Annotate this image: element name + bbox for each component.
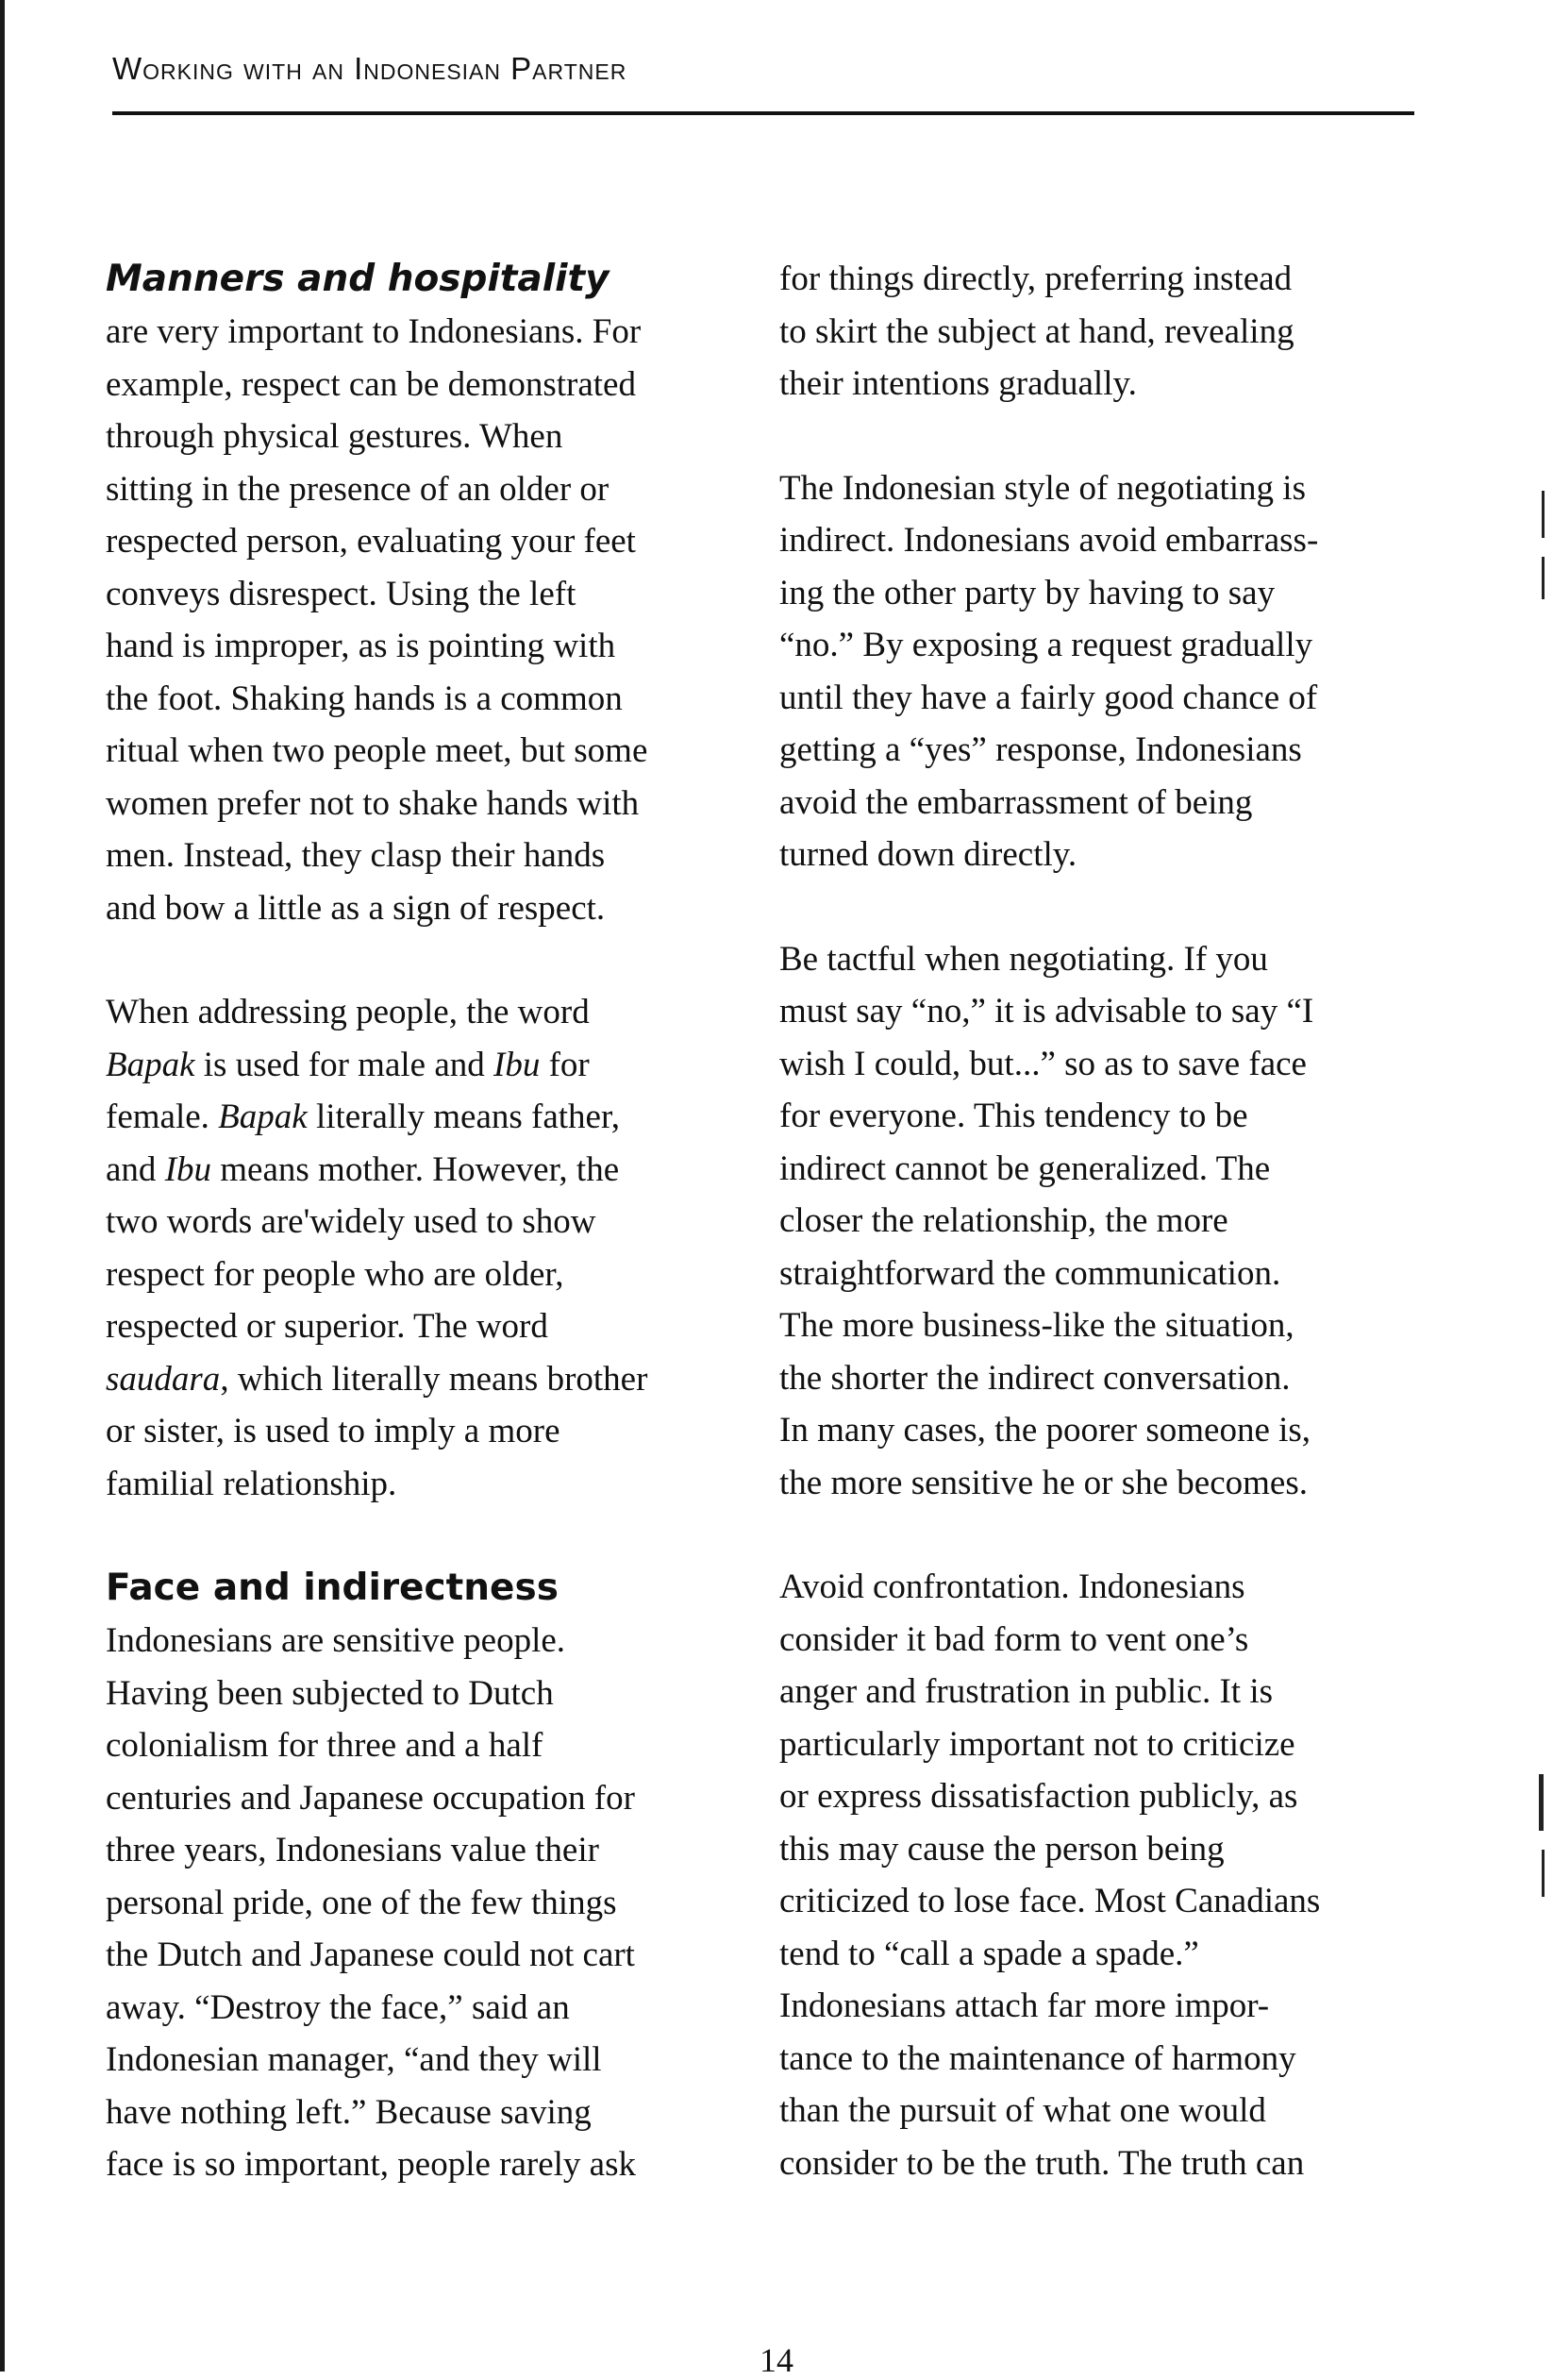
paragraph-avoid-confrontation: Avoid confrontation. Indonesians consider it bad form to vent one’s anger and frustration in public. It is particularly important not to criticize or express dissatisfaction publicly, as this may cause the person being criticized to lose face. Most Canadians tend to “call a spade a spade.” Indonesians attach far more impor- tance to the maintenance of harmony than the pursuit of what one would consider to be the truth. The truth can bbox=[779, 1567, 1321, 2183]
text-run: is used for male and bbox=[194, 1045, 494, 1084]
left-column bbox=[106, 253, 766, 2191]
paragraph-gap bbox=[779, 881, 1440, 933]
paragraph-gap bbox=[106, 934, 766, 986]
text-run: When addressing people, the word bbox=[106, 993, 590, 1031]
heading-manners-hospitality: Manners and hospitality bbox=[106, 258, 610, 300]
term-saudara: saudara bbox=[106, 1359, 221, 1399]
term-bapak: Bapak bbox=[106, 1045, 195, 1084]
header-rule bbox=[112, 111, 1414, 115]
term-bapak: Bapak bbox=[218, 1098, 308, 1136]
right-column bbox=[779, 253, 1440, 2189]
text-run: means mother. However, the two words are'widely used to show respect for people who are older, respected or superior. The word bbox=[106, 1149, 620, 1346]
scan-margin-mark bbox=[1539, 1774, 1544, 1831]
scan-margin-mark bbox=[1542, 491, 1545, 538]
paragraph-gap bbox=[779, 1509, 1440, 1561]
running-header: Working with an Indonesian Partner bbox=[112, 51, 627, 86]
term-ibu: Ibu bbox=[493, 1045, 541, 1084]
scan-left-edge bbox=[0, 0, 5, 2372]
text-run: for female. bbox=[106, 1045, 590, 1136]
scan-margin-mark bbox=[1542, 1850, 1545, 1897]
paragraph-continued: for things directly, preferring instead to skirt the subject at hand, revealing their intentions gradually. bbox=[779, 260, 1294, 403]
paragraph-manners: are very important to Indonesians. For example, respect can be demonstrated through physical gestures. When sitting in the presence of an older or respected person, evaluating your feet conveys disrespect. Using the left hand is improper, as is pointing with the foot. Shaking hands is a common ritual when two people meet, but some women prefer not to shake hands with men. Instead, they clasp their hands and bow a little as a sign of respect. bbox=[106, 312, 648, 928]
text-run: , which literally means brother or sister, is used to imply a more familial relationship. bbox=[106, 1359, 648, 1503]
term-ibu: Ibu bbox=[164, 1149, 212, 1189]
paragraph-addressing-people bbox=[106, 986, 766, 1510]
scan-margin-mark bbox=[1542, 557, 1545, 599]
page-number: 14 bbox=[760, 2341, 793, 2379]
paragraph-be-tactful: Be tactful when negotiating. If you must say “no,” it is advisable to say “I wish I could, but...” so as to save face for everyone. This tendency to be indirect cannot be generalized. The closer the relationship, the more straightforward the communication. The more business-like the situation, the shorter the indirect conversation. In many cases, the poorer someone is, the more sensitive he or she becomes. bbox=[779, 939, 1314, 1502]
paragraph-gap bbox=[779, 411, 1440, 462]
paragraph-gap bbox=[106, 1510, 766, 1562]
text-run: literally means father, and bbox=[106, 1098, 621, 1189]
paragraph-face: Indonesians are sensitive people. Having been subjected to Dutch colonialism for three and a half centuries and Japanese occupation for three years, Indonesians value their personal pride, one of the few things the Dutch and Japanese could not cart away. “Destroy the face,” said an Indonesian manager, “and they will have nothing left.” Because saving face is so important, people rarely ask bbox=[106, 1621, 636, 2184]
paragraph-negotiating-style: The Indonesian style of negotiating is indirect. Indonesians avoid embarrass- ing the other party by having to say “no.” By exposing a request gradually until they have a fairly good chance of getting a “yes” response, Indonesians avoid the embarrassment of being turned down directly. bbox=[779, 468, 1319, 874]
heading-face-indirectness: Face and indirectness bbox=[106, 1567, 559, 1609]
